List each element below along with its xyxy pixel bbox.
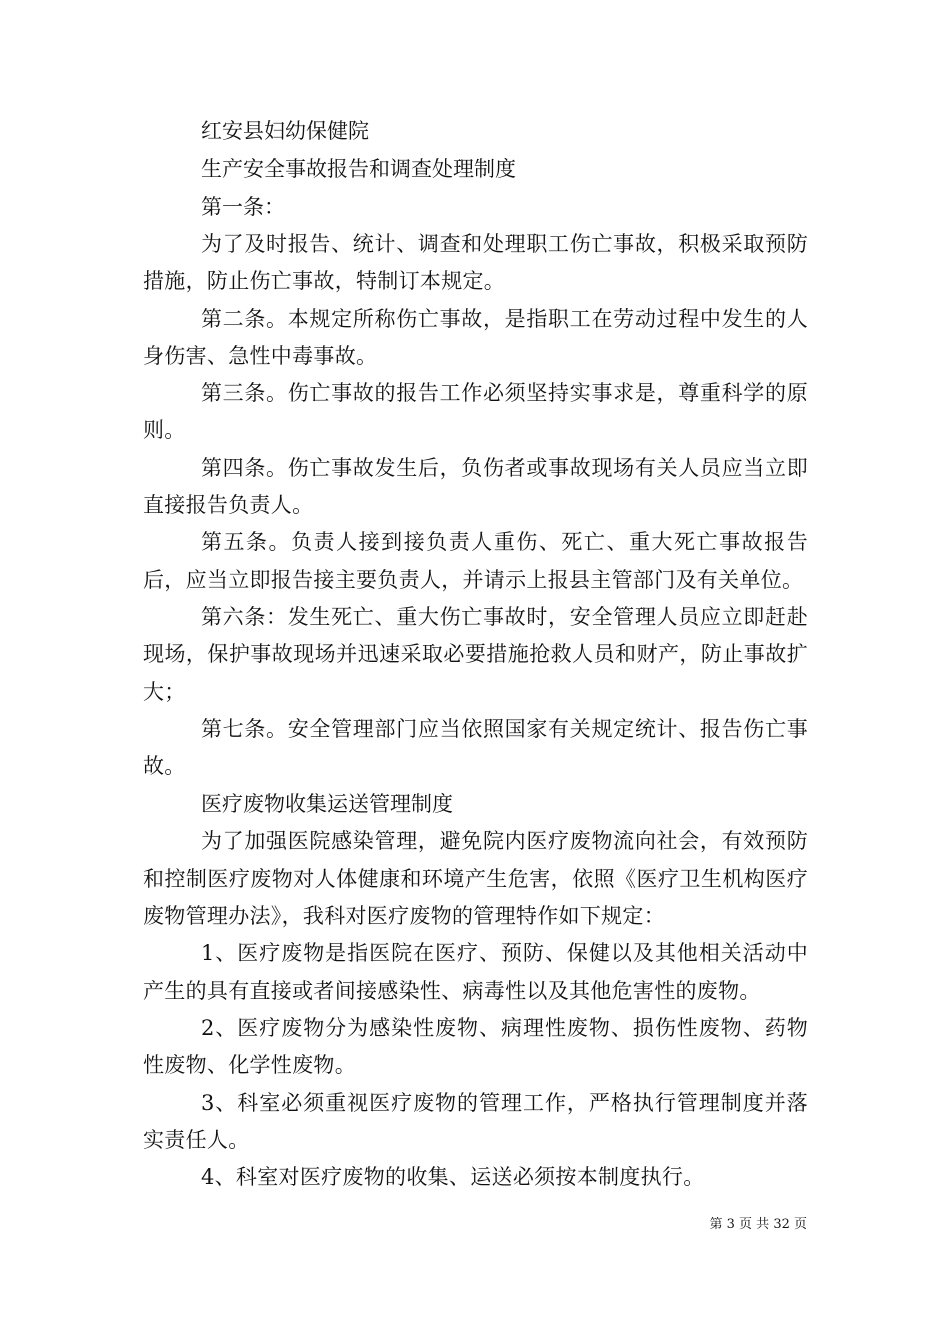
article-4: 第四条。伤亡事故发生后，负伤者或事故现场有关人员应当立即直接报告负责人。	[143, 455, 808, 518]
waste-item-4: 4、科室对医疗废物的收集、运送必须按本制度执行。	[200, 1165, 705, 1190]
article-2: 第二条。本规定所称伤亡事故，是指职工在劳动过程中发生的人身伤害、急性中毒事故。	[143, 306, 808, 368]
waste-policy-title: 医疗废物收集运送管理制度	[201, 792, 453, 817]
waste-intro: 为了加强医院感染管理，避免院内医疗废物流向社会，有效预防和控制医疗废物对人体健康和环境产生危害，依照《医疗卫生机构医疗废物管理办法》，我科对医疗废物的管理特作如下规定：	[143, 829, 808, 929]
article-7: 第七条。安全管理部门应当依照国家有关规定统计、报告伤亡事故。	[143, 716, 808, 779]
waste-item-1: 1、医疗废物是指医院在医疗、预防、保健以及其他相关活动中产生的具有直接或者间接感染性、病毒性以及其他危害性的废物。	[143, 941, 808, 1003]
article-3: 第三条。伤亡事故的报告工作必须坚持实事求是，尊重科学的原则。	[143, 381, 808, 443]
org-name: 红安县妇幼保健院	[201, 119, 369, 143]
waste-item-2: 2、医疗废物分为感染性废物、病理性废物、损伤性废物、药物性废物、化学性废物。	[143, 1015, 808, 1078]
page-number: 第 3 页 共 32 页	[709, 1217, 807, 1232]
article-5: 第五条。负责人接到接负责人重伤、死亡、重大死亡事故报告后，应当立即报告接主要负责人，并请示上报县主管部门及有关单位。	[143, 530, 808, 592]
article-6: 第六条：发生死亡、重大伤亡事故时，安全管理人员应立即赶赴现场，保护事故现场并迅速采取必要措施抢救人员和财产，防止事故扩大；	[143, 604, 808, 704]
waste-item-3: 3、科室必须重视医疗废物的管理工作，严格执行管理制度并落实责任人。	[143, 1090, 808, 1152]
accident-policy-title: 生产安全事故报告和调查处理制度	[201, 157, 516, 181]
article-1-body: 为了及时报告、统计、调查和处理职工伤亡事故，积极采取预防措施，防止伤亡事故，特制订本规定。	[143, 232, 808, 294]
document-body	[143, 112, 808, 1196]
article-1-heading: 第一条：	[201, 195, 285, 219]
